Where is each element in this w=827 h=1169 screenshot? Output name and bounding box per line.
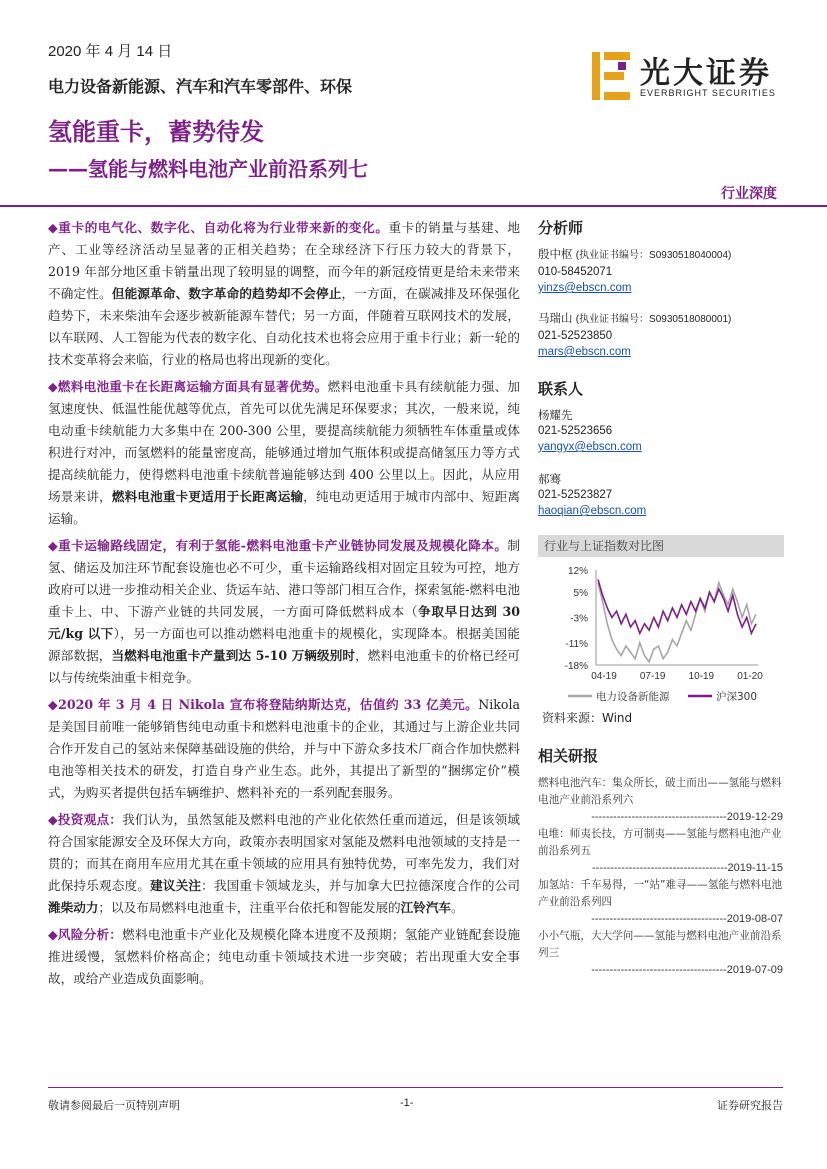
analyst-email-link[interactable]: mars@ebscn.com	[538, 346, 631, 358]
logo-text-en: EVERBRIGHT SECURITIES	[640, 88, 776, 98]
analyst-phone: 010-58452071	[538, 266, 613, 278]
paragraph-4: ◆2020 年 3 月 4 日 Nikola 宣布将登陆纳斯达克，估值约 33 亿美元。Nikola 是美国目前唯一能够销售纯电动重卡和燃料电池重卡的企业，其通过与上游企业共同合作开发自己的氢站来保障基础设施的供给，并与中下游众多技术厂商合作加快燃料电池等相关技术的研发，打造自身产业生态。此外，其提出了新型的“捆绑定价”模式，为购买者提供包括车辆维护、燃料补充的一系列配套服务。	[48, 697, 520, 800]
chart-title: 行业与上证指数对比图	[538, 535, 784, 557]
chart-source: 资料来源：Wind	[542, 711, 633, 725]
analyst-entry	[538, 246, 783, 296]
analyst-email-link[interactable]: yinzs@ebscn.com	[538, 282, 632, 294]
contact-name: 郝骞	[538, 472, 561, 486]
logo-text-cn: 光大证券	[640, 56, 772, 91]
y-tick-label: -18%	[564, 661, 588, 672]
related-title: 加氢站：千车易得，一“站”难寻——氢能与燃料电池产业前沿系列四	[538, 879, 783, 908]
page-number: -1-	[400, 1097, 414, 1109]
analysts-heading: 分析师	[538, 219, 584, 237]
series-line-2	[598, 580, 756, 634]
related-date: -------------------------------------2019-11-15	[592, 862, 783, 874]
x-tick-label: 07-19	[639, 671, 666, 682]
analyst-cert: (执业证书编号：S0930518080001)	[575, 314, 732, 325]
sector-line: 电力设备新能源、汽车和汽车零部件、环保	[48, 77, 353, 96]
footer-disclaimer: 敬请参阅最后一页特别声明	[48, 1099, 180, 1112]
paragraph-2: ◆燃料电池重卡在长距离运输方面具有显著优势。燃料电池重卡具有续航能力强、加氢速度快、低温性能优越等优点，首先可以优先满足环保要求；其次，一般来说，纯电动重卡续航能力大多集中在 200-300 公里，要提高续航能力须牺牲车体重量或体积进行对冲，而氢燃料的能量密度高，能够通过增加气瓶体积或提高储氢压力等方式提高续航能力，使得燃料电池重卡续航普遍能够达到 400 公里以上。因此，从应用场景来讲，燃料电池重卡更适用于长距离运输，纯电动更适用于城市内部中、短距离运输。	[48, 379, 521, 526]
related-title: 燃料电池汽车：集众所长，破土而出——氢能与燃料电池产业前沿系列六	[538, 777, 782, 806]
x-tick-label: 10-19	[688, 671, 715, 682]
contact-phone: 021-52523656	[538, 425, 613, 437]
related-item[interactable]	[538, 928, 783, 979]
related-date: -------------------------------------2019-08-07	[591, 913, 783, 925]
analyst-name: 马瑞山	[538, 311, 573, 325]
analyst-cert: (执业证书编号：S0930518040004)	[575, 250, 732, 261]
page-title: 氢能重卡，蓄势待发	[48, 118, 264, 146]
footer-label: 证券研究报告	[717, 1099, 783, 1112]
legend-label: 电力设备新能源	[596, 691, 670, 703]
comparison-chart	[538, 560, 783, 710]
contact-email-link[interactable]: haoqian@ebscn.com	[538, 505, 647, 517]
legend-label: 沪深300	[716, 691, 758, 703]
main-content	[48, 217, 520, 995]
paragraph-6: ◆风险分析：燃料电池重卡产业化及规模化降本进度不及预期；氢能产业链配套设施推进缓慢，氢燃料价格高企；纯电动重卡领域技术进一步突破；若出现重大安全事故，或给产业造成负面影响。	[48, 927, 521, 986]
analyst-phone: 021-52523850	[538, 330, 613, 342]
contact-email-link[interactable]: yangyx@ebscn.com	[538, 441, 642, 453]
related-title: 电堆：师夷长技，方可制夷——氢能与燃料电池产业前沿系列五	[538, 828, 782, 857]
related-heading: 相关研报	[538, 747, 599, 765]
page-subtitle: ——氢能与燃料电池产业前沿系列七	[48, 157, 368, 181]
y-tick-label: -11%	[565, 638, 588, 650]
paragraph-3: ◆重卡运输路线固定，有利于氢能-燃料电池重卡产业链协同发展及规模化降本。制氢、储运及加注环节配套设施也必不可少，重卡运输路线相对固定且较为可控，地方政府可以进一步推动相关企业、货运车站、港口等部门相互合作，探索氢能-燃料电池重卡上、中、下游产业链的共同发展，一方面可降低燃料成本（争取早日达到 30 元/kg 以下），另一方面也可以推动燃料电池重卡的规模化，实现降本。根据美国能源部数据，当燃料电池重卡产量到达 5-10 万辆级别时，燃料电池重卡的价格已经可以与传统柴油重卡相竞争。	[48, 538, 521, 685]
footer-divider	[48, 1087, 783, 1088]
contact-entry	[538, 471, 783, 519]
contact-entry	[538, 407, 783, 455]
y-tick-label: 5%	[573, 588, 588, 600]
related-reports	[538, 775, 783, 979]
analyst-name: 殷中枢	[538, 247, 573, 261]
related-item[interactable]	[538, 826, 783, 877]
y-tick-label: 12%	[567, 566, 588, 577]
contact-phone: 021-52523827	[538, 489, 613, 501]
y-tick-label: -3%	[570, 613, 588, 625]
paragraph-5: ◆投资观点：我们认为，虽然氢能及燃料电池的产业化依然任重而道远，但是该领域符合国家能源安全及环保大方向，政策亦表明国家对氢能及燃料电池领域的支持是一贯的；而其在商用车应用尤其在重卡领域的应用具有独特优势，可率先发力，我们对此保持乐观态度。建议关注：我国重卡领域龙头，并与加拿大巴拉德深度合作的公司潍柴动力；以及布局燃料电池重卡，注重平台依托和智能发展的江铃汽车。	[48, 812, 521, 915]
x-tick-label: 04-19	[591, 671, 617, 682]
header-divider	[0, 205, 827, 207]
related-date: -------------------------------------2019-07-09	[591, 964, 783, 976]
paragraph-1: ◆重卡的电气化、数字化、自动化将为行业带来新的变化。重卡的销量与基建、地产、工业等经济活动呈显著的正相关趋势；在全球经济下行压力较大的背景下，2019 年部分地区重卡销量出现了较明显的调整，而今年的新冠疫情更是给未来带来不确定性。但能源革命、数字革命的趋势却不会停止，一方面，在碳减排及环保强化趋势下，未来柴油车会逐步被新能源车替代；另一方面，伴随着互联网技术的发展，以车联网、人工智能为代表的数字化、自动化技术也将会应用于重卡行业；新一轮的技术变革将会来临，行业的格局也将出现新的变化。	[48, 220, 521, 367]
related-item[interactable]	[538, 877, 783, 928]
analyst-entry	[538, 310, 783, 360]
contacts-heading: 联系人	[538, 380, 584, 398]
doc-type-label: 行业深度	[721, 186, 777, 202]
related-item[interactable]	[538, 775, 783, 826]
report-date: 2020 年 4 月 14 日	[48, 43, 173, 60]
related-title: 小小气瓶，大大学问——氢能与燃料电池产业前沿系列三	[538, 930, 782, 959]
sidebar	[538, 217, 783, 519]
contact-name: 杨耀先	[538, 408, 573, 422]
x-tick-label: 01-20	[737, 671, 763, 682]
related-date: -------------------------------------2019-12-29	[591, 811, 783, 823]
